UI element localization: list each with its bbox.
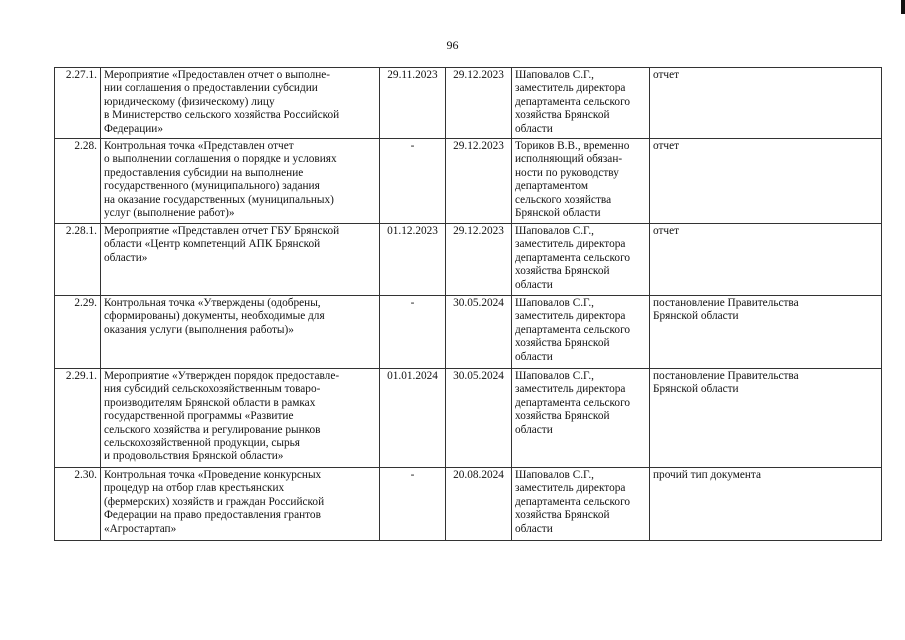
event-text: Контрольная точка «Проведение конкурсных процедур на отбор глав крестьянских (фермерских) хозяйств и граждан Российской Федерации на право предоставления грантов «Агростартап» (101, 468, 380, 541)
event-text: Мероприятие «Представлен отчет ГБУ Брянской области «Центр компетенций АПК Брянской области» (101, 224, 380, 296)
end-date: 29.12.2023 (446, 224, 512, 296)
start-date: 01.01.2024 (380, 369, 446, 468)
table-row (55, 296, 882, 369)
end-date: 30.05.2024 (446, 296, 512, 369)
row-number: 2.27.1. (55, 68, 101, 139)
row-number: 2.30. (55, 468, 101, 541)
table-row (55, 224, 882, 296)
document-type: постановление Правительства Брянской области (650, 369, 882, 468)
event-text: Контрольная точка «Представлен отчет о выполнении соглашения о порядке и условиях предоставления субсидии на выполнение государственного (муниципального) задания на оказание государственных (муниципальных) услуг (выполнение работ)» (101, 139, 380, 224)
table-row (55, 369, 882, 468)
responsible-person: Шаповалов С.Г., заместитель директора департамента сельского хозяйства Брянской области (512, 224, 650, 296)
responsible-person: Шаповалов С.Г., заместитель директора департамента сельского хозяйства Брянской области (512, 468, 650, 541)
start-date: 01.12.2023 (380, 224, 446, 296)
responsible-person: Ториков В.В., временно исполняющий обязан- ности по руководству департаментом сельского хозяйства Брянской области (512, 139, 650, 224)
event-text: Мероприятие «Предоставлен отчет о выполне- нии соглашения о предоставлении субсидии юридическому (физическому) лицу в Министерство сельского хозяйства Российской Федерации» (101, 68, 380, 139)
table-row (55, 139, 882, 224)
event-text: Контрольная точка «Утверждены (одобрены, сформированы) документы, необходимые для оказания услуги (выполнения работы)» (101, 296, 380, 369)
row-number: 2.29. (55, 296, 101, 369)
event-text: Мероприятие «Утвержден порядок предоставле- ния субсидий сельскохозяйственным товаро- производителям Брянской области в рамках государственной программы «Развитие сельского хозяйства и регулирование рынков сельскохозяйственной продукции, сырья и продовольствия Брянской области» (101, 369, 380, 468)
document-type: отчет (650, 68, 882, 139)
row-number: 2.29.1. (55, 369, 101, 468)
page-edge-mark (901, 0, 905, 14)
document-type: отчет (650, 224, 882, 296)
row-number: 2.28.1. (55, 224, 101, 296)
responsible-person: Шаповалов С.Г., заместитель директора департамента сельского хозяйства Брянской области (512, 68, 650, 139)
start-date: 29.11.2023 (380, 68, 446, 139)
responsible-person: Шаповалов С.Г., заместитель директора департамента сельского хозяйства Брянской области (512, 369, 650, 468)
document-type: прочий тип документа (650, 468, 882, 541)
end-date: 20.08.2024 (446, 468, 512, 541)
row-number: 2.28. (55, 139, 101, 224)
document-type: постановление Правительства Брянской области (650, 296, 882, 369)
table-row (55, 68, 882, 139)
end-date: 30.05.2024 (446, 369, 512, 468)
responsible-person: Шаповалов С.Г., заместитель директора департамента сельского хозяйства Брянской области (512, 296, 650, 369)
plan-table (54, 67, 882, 541)
table-row (55, 468, 882, 541)
document-type: отчет (650, 139, 882, 224)
start-date: - (380, 296, 446, 369)
start-date: - (380, 468, 446, 541)
page-number: 96 (446, 38, 459, 52)
end-date: 29.12.2023 (446, 68, 512, 139)
end-date: 29.12.2023 (446, 139, 512, 224)
start-date: - (380, 139, 446, 224)
